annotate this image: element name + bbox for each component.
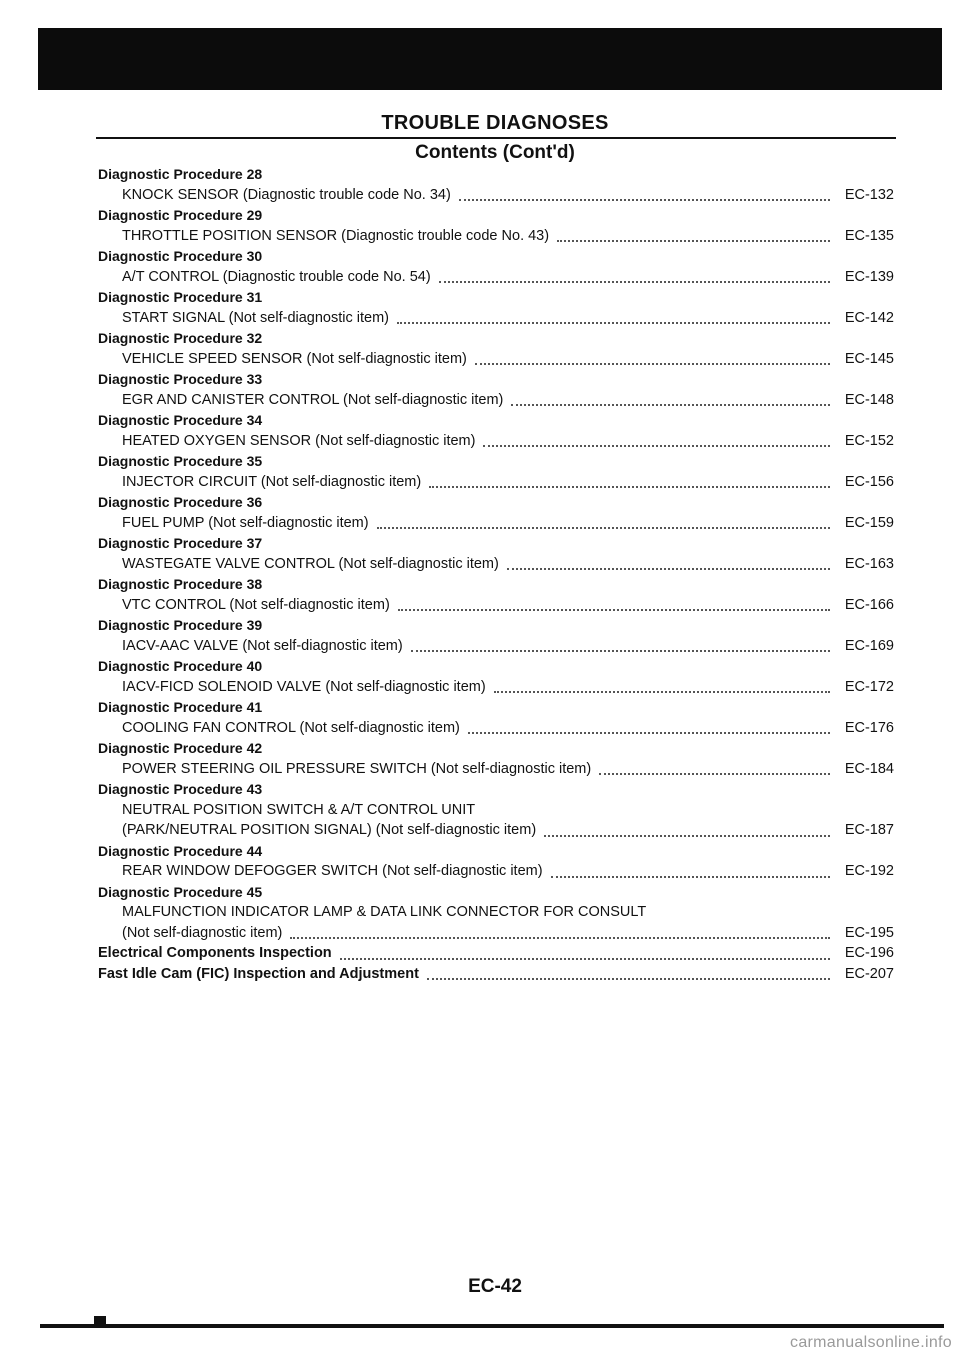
entry-line: (Not self-diagnostic item) xyxy=(122,924,283,941)
entry-line: A/T CONTROL (Diagnostic trouble code No. 54) xyxy=(122,268,431,285)
entry-text xyxy=(122,636,836,657)
dot-leader xyxy=(459,199,830,201)
entry-text xyxy=(122,513,836,534)
dot-leader xyxy=(398,609,830,611)
page-number: EC-42 xyxy=(468,1276,522,1297)
dot-leader xyxy=(397,322,830,324)
procedure-heading: Diagnostic Procedure 37 xyxy=(98,535,263,551)
entry-text xyxy=(122,677,836,698)
entry-text xyxy=(122,472,836,493)
entry-last-line xyxy=(122,431,836,452)
toc-entry[interactable] xyxy=(98,226,894,247)
entry-text xyxy=(122,431,836,452)
page-reference[interactable]: EC-172 xyxy=(844,678,894,695)
procedure-heading: Diagnostic Procedure 38 xyxy=(98,576,263,592)
page-reference[interactable]: EC-169 xyxy=(844,637,894,654)
entry-line: NEUTRAL POSITION SWITCH & A/T CONTROL UNIT xyxy=(122,801,476,818)
procedure-heading: Diagnostic Procedure 36 xyxy=(98,494,263,510)
entry-line: WASTEGATE VALVE CONTROL (Not self-diagnostic item) xyxy=(122,555,499,572)
toc-entry[interactable] xyxy=(98,759,894,780)
page-reference[interactable]: EC-163 xyxy=(844,555,894,572)
entry-text xyxy=(122,185,836,206)
toc-entry[interactable] xyxy=(98,267,894,288)
page-reference[interactable]: EC-195 xyxy=(844,924,894,941)
entry-line: EGR AND CANISTER CONTROL (Not self-diagnostic item) xyxy=(122,391,504,408)
entry-text xyxy=(122,267,836,288)
toc-entry[interactable] xyxy=(98,636,894,657)
toc-entry[interactable] xyxy=(98,554,894,575)
entry-last-line xyxy=(122,513,836,534)
toc-entry[interactable] xyxy=(98,308,894,329)
top-entry-label: Fast Idle Cam (FIC) Inspection and Adjustment xyxy=(98,965,419,982)
table-of-contents xyxy=(98,164,894,984)
entry-text xyxy=(122,595,836,616)
procedure-heading: Diagnostic Procedure 43 xyxy=(98,781,263,797)
dot-leader xyxy=(507,568,830,570)
page-reference[interactable]: EC-159 xyxy=(844,514,894,531)
corner-mark xyxy=(94,1316,106,1324)
page-reference[interactable]: EC-139 xyxy=(844,268,894,285)
dot-leader xyxy=(290,937,830,939)
toc-entry[interactable] xyxy=(98,513,894,534)
entry-text xyxy=(122,226,836,247)
toc-entry[interactable] xyxy=(98,718,894,739)
page-reference[interactable]: EC-145 xyxy=(844,350,894,367)
entry-text xyxy=(122,308,836,329)
footer-rule xyxy=(40,1324,944,1328)
top-entry-label: Electrical Components Inspection xyxy=(98,945,332,961)
page-reference[interactable]: EC-166 xyxy=(844,596,894,613)
entry-text xyxy=(122,800,836,841)
dot-leader xyxy=(429,486,830,488)
page-reference[interactable]: EC-156 xyxy=(844,473,894,490)
page-reference[interactable]: EC-152 xyxy=(844,432,894,449)
entry-last-line xyxy=(122,472,836,493)
entry-line: IACV-AAC VALVE (Not self-diagnostic item) xyxy=(122,637,403,654)
entry-last-line xyxy=(122,759,836,780)
dot-leader xyxy=(411,650,830,652)
dot-leader xyxy=(511,404,830,406)
toc-entry[interactable] xyxy=(98,861,894,882)
dot-leader xyxy=(551,876,830,878)
page-reference[interactable]: EC-196 xyxy=(844,945,894,961)
entry-line: HEATED OXYGEN SENSOR (Not self-diagnostic item) xyxy=(122,432,476,449)
entry-last-line xyxy=(122,349,836,370)
procedure-heading: Diagnostic Procedure 29 xyxy=(98,207,263,223)
page-reference[interactable]: EC-207 xyxy=(844,965,894,982)
toc-entry[interactable] xyxy=(98,677,894,698)
procedure-heading: Diagnostic Procedure 31 xyxy=(98,289,263,305)
entry-text xyxy=(122,718,836,739)
procedure-heading: Diagnostic Procedure 33 xyxy=(98,371,263,387)
procedure-heading: Diagnostic Procedure 39 xyxy=(98,617,263,633)
procedure-heading: Diagnostic Procedure 30 xyxy=(98,248,263,264)
entry-text xyxy=(122,759,836,780)
page-reference[interactable]: EC-187 xyxy=(844,822,894,838)
dot-leader xyxy=(544,835,830,837)
toc-entry[interactable] xyxy=(98,800,894,841)
entry-last-line xyxy=(122,677,836,698)
page-reference[interactable]: EC-192 xyxy=(844,863,894,879)
dot-leader xyxy=(599,773,830,775)
header-black-bar xyxy=(38,28,942,90)
dot-leader xyxy=(439,281,830,283)
dot-leader xyxy=(475,363,830,365)
dot-leader xyxy=(377,527,830,529)
page-reference[interactable]: EC-176 xyxy=(844,719,894,736)
watermark: carmanualsonline.info xyxy=(790,1334,952,1351)
dot-leader xyxy=(468,732,830,734)
entry-line: INJECTOR CIRCUIT (Not self-diagnostic item) xyxy=(122,473,422,490)
entry-text xyxy=(122,390,836,411)
page-reference[interactable]: EC-148 xyxy=(844,391,894,408)
dot-leader xyxy=(494,691,830,693)
procedure-heading: Diagnostic Procedure 44 xyxy=(98,842,263,859)
procedure-heading: Diagnostic Procedure 41 xyxy=(98,699,263,715)
entry-line: COOLING FAN CONTROL (Not self-diagnostic item) xyxy=(122,719,460,736)
entry-line: MALFUNCTION INDICATOR LAMP & DATA LINK CONNECTOR FOR CONSULT xyxy=(122,904,647,920)
entry-last-line xyxy=(122,636,836,657)
dot-leader xyxy=(340,958,830,960)
entry-line: FUEL PUMP (Not self-diagnostic item) xyxy=(122,514,369,531)
procedure-heading: Diagnostic Procedure 40 xyxy=(98,658,263,674)
entry-line: POWER STEERING OIL PRESSURE SWITCH (Not self-diagnostic item) xyxy=(122,760,592,777)
page-reference[interactable]: EC-132 xyxy=(844,186,894,203)
entry-last-line xyxy=(122,267,836,288)
procedure-heading: Diagnostic Procedure 42 xyxy=(98,740,263,756)
entry-text xyxy=(122,902,836,943)
title-rule xyxy=(96,137,896,139)
dot-leader xyxy=(427,978,830,980)
toc-entry[interactable] xyxy=(98,349,894,370)
page-reference[interactable]: EC-135 xyxy=(844,227,894,244)
procedure-heading: Diagnostic Procedure 28 xyxy=(98,166,263,182)
entry-line: KNOCK SENSOR (Diagnostic trouble code No. 34) xyxy=(122,186,451,203)
entry-last-line xyxy=(122,595,836,616)
entry-last-line xyxy=(122,390,836,411)
entry-line: (PARK/NEUTRAL POSITION SIGNAL) (Not self-diagnostic item) xyxy=(122,822,537,838)
entry-text xyxy=(122,554,836,575)
entry-last-line xyxy=(122,923,836,944)
entry-last-line xyxy=(122,718,836,739)
toc-entry[interactable] xyxy=(98,472,894,493)
procedure-heading: Diagnostic Procedure 45 xyxy=(98,883,263,900)
entry-line: START SIGNAL (Not self-diagnostic item) xyxy=(122,309,389,326)
dot-leader xyxy=(557,240,830,242)
page-reference[interactable]: EC-142 xyxy=(844,309,894,326)
toc-entry[interactable] xyxy=(98,595,894,616)
page-subtitle: Contents (Cont'd) xyxy=(415,142,575,163)
toc-top-entry[interactable] xyxy=(98,943,894,964)
entry-line: IACV-FICD SOLENOID VALVE (Not self-diagnostic item) xyxy=(122,678,486,695)
entry-text xyxy=(122,861,836,882)
entry-last-line xyxy=(122,820,836,841)
toc-entry[interactable] xyxy=(98,390,894,411)
page-reference[interactable]: EC-184 xyxy=(844,760,894,777)
entry-line: VEHICLE SPEED SENSOR (Not self-diagnostic item) xyxy=(122,350,467,367)
entry-line: VTC CONTROL (Not self-diagnostic item) xyxy=(122,596,390,613)
entry-text xyxy=(122,349,836,370)
dot-leader xyxy=(483,445,830,447)
toc-entry[interactable] xyxy=(98,902,894,943)
entry-last-line xyxy=(122,861,836,882)
entry-last-line xyxy=(122,308,836,329)
entry-last-line xyxy=(122,554,836,575)
entry-line: REAR WINDOW DEFOGGER SWITCH (Not self-diagnostic item) xyxy=(122,863,543,879)
entry-line: THROTTLE POSITION SENSOR (Diagnostic trouble code No. 43) xyxy=(122,227,550,244)
toc-entry[interactable] xyxy=(98,431,894,452)
entry-last-line xyxy=(122,185,836,206)
toc-top-entry[interactable] xyxy=(98,964,894,985)
page-title: TROUBLE DIAGNOSES xyxy=(381,112,609,134)
procedure-heading: Diagnostic Procedure 35 xyxy=(98,453,263,469)
procedure-heading: Diagnostic Procedure 32 xyxy=(98,330,263,346)
entry-last-line xyxy=(122,226,836,247)
toc-entry[interactable] xyxy=(98,185,894,206)
procedure-heading: Diagnostic Procedure 34 xyxy=(98,412,263,428)
